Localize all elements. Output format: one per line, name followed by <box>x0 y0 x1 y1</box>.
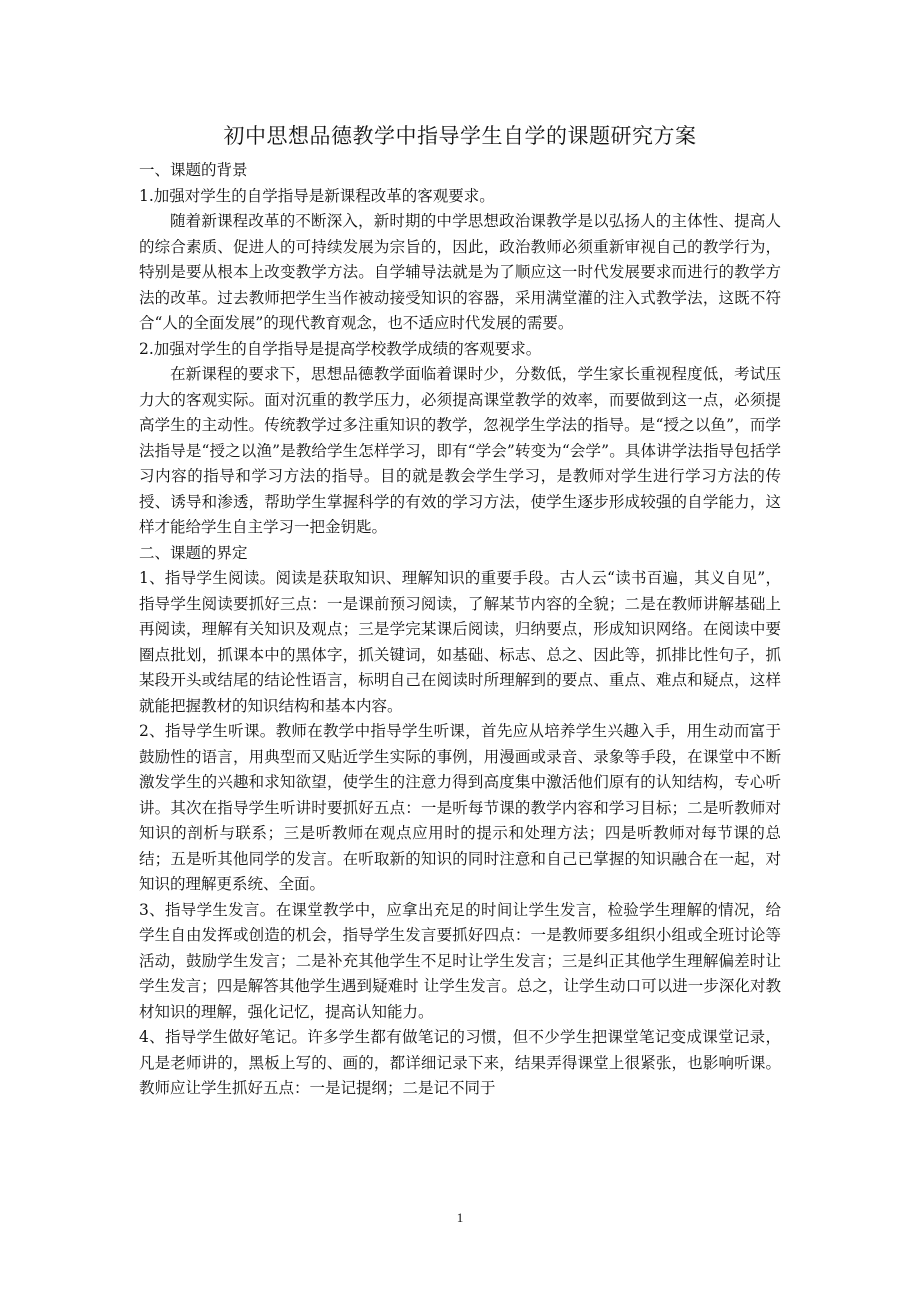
item-reading: 1、指导学生阅读。阅读是获取知识、理解知识的重要手段。古人云“读书百遍，其义自见”，指导学生阅读要抓好三点：一是课前预习阅读，了解某节内容的全貌；二是在教师讲解基础上再阅读，理解有关知识及观点；三是学完某课后阅读，归纳要点，形成知识网络。在阅读中要圈点批划，抓课本中的黑体字，抓关键词，如基础、标志、总之、因此等，抓排比性句子，抓某段开头或结尾的结论性语言，标明自己在阅读时所理解到的要点、重点、难点和疑点，这样就能把握教材的知识结构和基本内容。 <box>139 569 781 715</box>
page-number: 1 <box>456 1210 464 1225</box>
item-listening: 2、指导学生听课。教师在教学中指导学生听课，首先应从培养学生兴趣入手，用生动而富于鼓励性的语言，用典型而又贴近学生实际的事例，用漫画或录音、录象等手段，在课堂中不断激发学生的兴趣和求知欲望，使学生的注意力得到高度集中激活他们原有的认知结构，专心听讲。其次在指导学生听讲时要抓好五点：一是听每节课的教学内容和学习目标；二是听教师对知识的剖析与联系；三是听教师在观点应用时的提示和处理方法；四是听教师对每节课的总结；五是听其他同学的发言。在听取新的知识的同时注意和自己已掌握的知识融合在一起，对知识的理解更系统、全面。 <box>139 722 781 893</box>
paragraph: 在新课程的要求下，思想品德教学面临着课时少，分数低，学生家长重视程度低，考试压力大的客观实际。面对沉重的教学压力，必须提高课堂教学的效率，而要做到这一点，必须提高学生的主动性。传统教学过多注重知识的教学，忽视学生学法的指导。是“授之以鱼”，而学法指导是“授之以渔”是教给学生怎样学习，即有“学会”转变为“会学”。具体讲学法指导包括学习内容的指导和学习方法的指导。目的就是教会学生学习，是教师对学生进行学习方法的传授、诱导和渗透，帮助学生掌握科学的有效的学习方法，使学生逐步形成较强的自学能力，这样才能给学生自主学习一把金钥匙。 <box>139 365 781 536</box>
section-heading-background: 一、课题的背景 <box>139 161 248 179</box>
document-page <box>139 120 781 1102</box>
item-speaking: 3、指导学生发言。在课堂教学中，应拿出充足的时间让学生发言，检验学生理解的情况，给学生自由发挥或创造的机会，指导学生发言要抓好四点：一是教师要多组织小组或全班讨论等活动，鼓励学生发言；二是补充其他学生不足时让学生发言；三是纠正其他学生理解偏差时让学生发言；四是解答其他学生遇到疑难时 让学生发言。总之，让学生动口可以进一步深化对教材知识的理解，强化记忆，提高认知能力。 <box>139 900 781 1021</box>
item-notes: 4、指导学生做好笔记。许多学生都有做笔记的习惯，但不少学生把课堂笔记变成课堂记录，凡是老师讲的，黑板上写的、画的，都详细记录下来，结果弄得课堂上很紧张，也影响听课。教师应让学生抓好五点：一是记提纲；二是记不同于 <box>139 1028 781 1097</box>
document-title: 初中思想品德教学中指导学生自学的课题研究方案 <box>223 124 697 148</box>
subheading-1: 1.加强对学生的自学指导是新课程改革的客观要求。 <box>139 186 495 205</box>
section-heading-definition: 二、课题的界定 <box>139 543 248 562</box>
subheading-2: 2.加强对学生的自学指导是提高学校教学成绩的客观要求。 <box>139 339 542 358</box>
paragraph: 随着新课程改革的不断深入，新时期的中学思想政治课教学是以弘扬人的主体性、提高人的综合素质、促进人的可持续发展为宗旨的，因此，政治教师必须重新审视自己的教学行为，特别是要从根本上改变教学方法。自学辅导法就是为了顺应这一时代发展要求而进行的教学方法的改革。过去教师把学生当作被动接受知识的容器，采用满堂灌的注入式教学法，这既不符合“人的全面发展”的现代教育观念，也不适应时代发展的需要。 <box>139 212 781 332</box>
